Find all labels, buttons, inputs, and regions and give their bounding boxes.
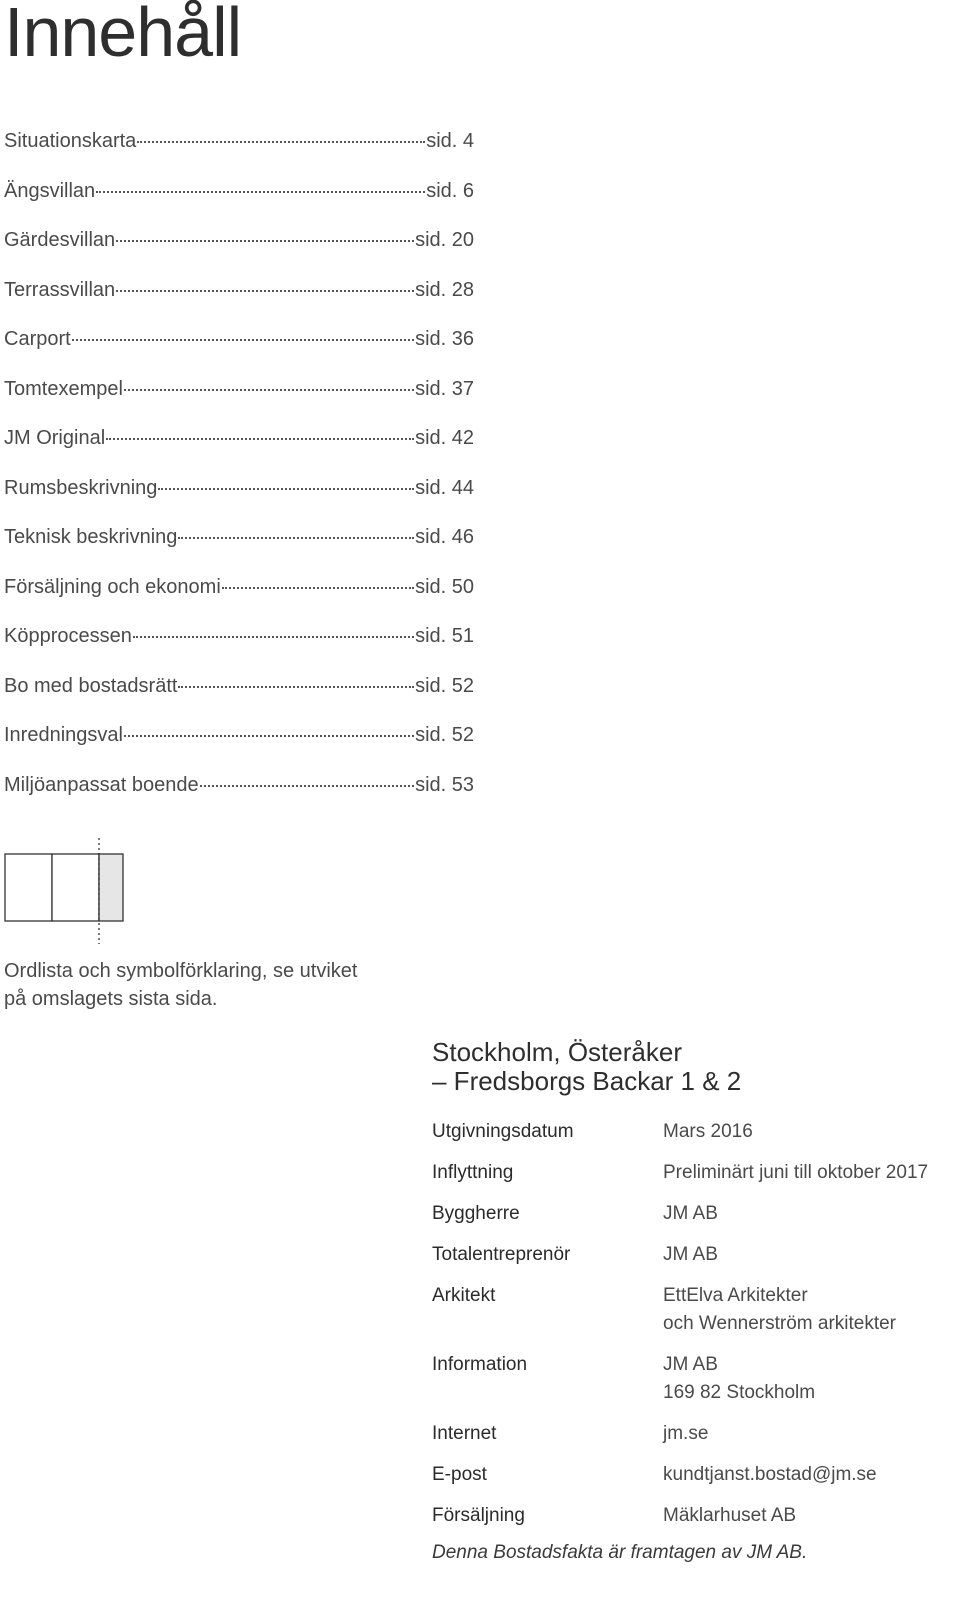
fact-row	[432, 1502, 952, 1530]
toc-entry	[4, 477, 474, 527]
foldout-diagram	[4, 838, 126, 946]
fact-value-line: EttElva Arkitekter	[663, 1285, 808, 1306]
toc-entry-label: Carport	[4, 328, 71, 350]
toc-entry-label: Försäljning och ekonomi	[4, 575, 221, 598]
toc-leader-dots	[222, 587, 414, 589]
fact-label: Information	[432, 1354, 528, 1375]
toc-entry-label: Terrassvillan	[4, 278, 116, 301]
fact-row	[432, 1461, 952, 1489]
fact-label: Byggherre	[432, 1203, 520, 1224]
toc-entry-label: Rumsbeskrivning	[4, 476, 158, 499]
fact-row	[432, 1241, 952, 1269]
toc-leader-dots	[96, 191, 425, 193]
table-of-contents	[4, 130, 474, 823]
toc-entry-page: sid. 36	[415, 328, 474, 350]
toc-entry-page: sid. 44	[415, 476, 474, 499]
project-title-line-1: Stockholm, Österåker	[432, 1037, 682, 1067]
toc-leader-dots	[137, 141, 425, 143]
fold-panel-2	[52, 854, 99, 921]
fact-value-line: jm.se	[663, 1423, 709, 1444]
fact-value-line: Mars 2016	[663, 1121, 753, 1142]
fact-row	[432, 1118, 952, 1146]
project-facts	[432, 1118, 952, 1543]
fact-row	[432, 1159, 952, 1187]
fold-panel-1	[5, 854, 52, 921]
toc-entry	[4, 279, 474, 329]
toc-entry	[4, 625, 474, 675]
toc-entry	[4, 774, 474, 824]
toc-entry-page: sid. 4	[426, 130, 474, 152]
fact-label: Försäljning	[432, 1505, 525, 1526]
toc-entry-page: sid. 20	[415, 229, 474, 251]
toc-entry-label: Miljöanpassat boende	[4, 773, 199, 796]
project-title	[432, 1038, 741, 1096]
fact-value	[663, 1282, 952, 1338]
toc-entry-label: JM Original	[4, 427, 106, 449]
page-title: Innehåll	[4, 0, 242, 71]
toc-entry-page: sid. 46	[415, 526, 474, 548]
fact-row	[432, 1282, 952, 1338]
fact-value-line: JM AB	[663, 1244, 718, 1265]
toc-leader-dots	[116, 290, 414, 292]
fold-panel-3	[99, 854, 123, 921]
toc-entry-label: Köpprocessen	[4, 625, 132, 647]
toc-entry-label: Bo med bostadsrätt	[4, 674, 178, 697]
fact-value-line: Preliminärt juni till oktober 2017	[663, 1162, 929, 1183]
toc-leader-dots	[178, 537, 414, 539]
fact-row	[432, 1200, 952, 1228]
toc-leader-dots	[158, 488, 414, 490]
toc-entry-page: sid. 53	[415, 773, 474, 796]
fact-value	[663, 1502, 952, 1530]
fact-value-line: JM AB	[663, 1203, 718, 1224]
fact-value-line: kundtjanst.bostad@jm.se	[663, 1464, 877, 1485]
toc-entry-page: sid. 42	[415, 427, 474, 449]
fact-value	[663, 1159, 952, 1187]
toc-leader-dots	[178, 686, 414, 688]
fact-label: Utgivningsdatum	[432, 1121, 574, 1142]
footer-note: Denna Bostadsfakta är framtagen av JM AB.	[432, 1542, 808, 1563]
toc-entry-page: sid. 37	[415, 377, 474, 400]
fact-label: Arkitekt	[432, 1285, 496, 1306]
toc-entry	[4, 576, 474, 626]
fact-row	[432, 1420, 952, 1448]
project-title-line-2: – Fredsborgs Backar 1 & 2	[432, 1066, 742, 1096]
toc-entry	[4, 229, 474, 279]
toc-entry	[4, 675, 474, 725]
fact-value	[663, 1420, 952, 1448]
fact-value-line: JM AB	[663, 1354, 718, 1375]
glossary-note	[4, 957, 424, 1013]
fact-value-line: 169 82 Stockholm	[663, 1382, 816, 1403]
toc-entry-page: sid. 6	[426, 179, 474, 202]
fact-value	[663, 1351, 952, 1407]
toc-leader-dots	[124, 735, 414, 737]
fact-label: Internet	[432, 1423, 497, 1444]
toc-leader-dots	[133, 636, 414, 638]
fact-value	[663, 1200, 952, 1228]
toc-leader-dots	[124, 389, 414, 391]
fact-label: Totalentreprenör	[432, 1244, 571, 1265]
glossary-note-line-2: på omslagets sista sida.	[4, 988, 218, 1010]
toc-entry-label: Inredningsval	[4, 724, 123, 746]
toc-entry	[4, 130, 474, 180]
toc-leader-dots	[116, 240, 414, 242]
toc-entry-label: Situationskarta	[4, 130, 137, 152]
toc-entry-label: Ängsvillan	[4, 179, 96, 202]
fact-label: E-post	[432, 1464, 487, 1485]
toc-entry	[4, 378, 474, 428]
toc-entry	[4, 526, 474, 576]
toc-leader-dots	[200, 785, 414, 787]
toc-leader-dots	[106, 438, 414, 440]
fact-value-line: Mäklarhuset AB	[663, 1505, 797, 1526]
fact-row	[432, 1351, 952, 1407]
fact-value	[663, 1241, 952, 1269]
toc-entry-page: sid. 28	[415, 278, 474, 301]
toc-entry-page: sid. 52	[415, 724, 474, 746]
toc-entry-page: sid. 52	[415, 674, 474, 697]
glossary-note-line-1: Ordlista och symbolförklaring, se utviket	[4, 960, 358, 982]
fact-value-line: och Wennerström arkitekter	[663, 1313, 897, 1334]
toc-leader-dots	[72, 339, 414, 341]
toc-entry-page: sid. 50	[415, 575, 474, 598]
fact-label: Inflyttning	[432, 1162, 514, 1183]
toc-entry-page: sid. 51	[415, 625, 474, 647]
toc-entry	[4, 180, 474, 230]
toc-entry-label: Tomtexempel	[4, 377, 123, 400]
toc-entry	[4, 724, 474, 774]
toc-entry-label: Gärdesvillan	[4, 229, 116, 251]
fact-value	[663, 1461, 952, 1489]
toc-entry	[4, 328, 474, 378]
fact-value	[663, 1118, 952, 1146]
toc-entry-label: Teknisk beskrivning	[4, 526, 178, 548]
toc-entry	[4, 427, 474, 477]
